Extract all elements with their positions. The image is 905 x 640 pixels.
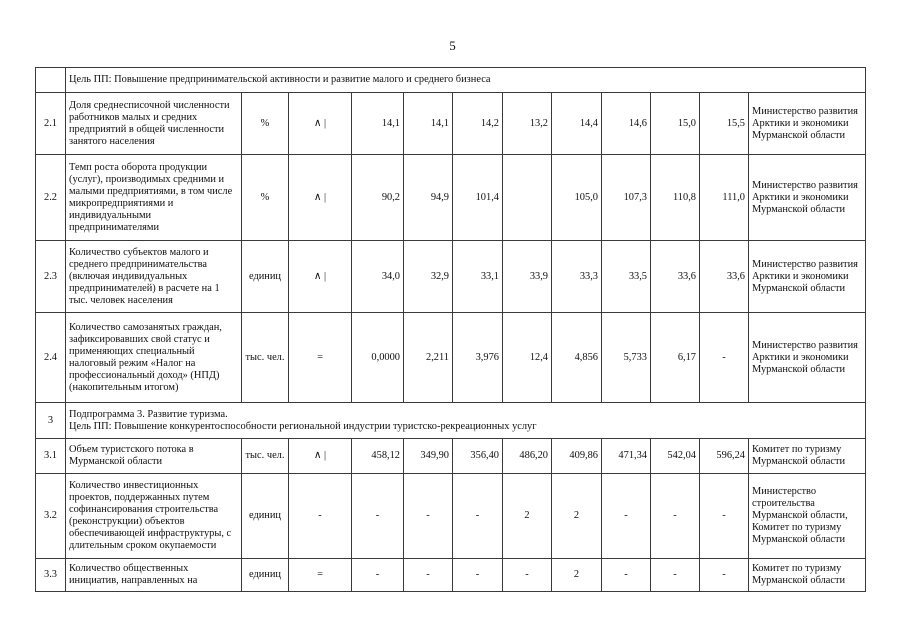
value-cell: 14,1 (404, 93, 453, 155)
responsible-cell: Министерство развития Арктики и экономики Мурманской области (749, 313, 866, 403)
row-number: 2.1 (36, 93, 66, 155)
value-cell: 14,4 (552, 93, 602, 155)
responsible-cell: Министерство строительства Мурманской области, Комитет по туризму Мурманской области (749, 474, 866, 559)
value-cell: 15,0 (651, 93, 700, 155)
row-number: 3.2 (36, 474, 66, 559)
table-row (36, 474, 866, 559)
subprogram-title: Подпрограмма 3. Развитие туризма. (69, 408, 228, 420)
value-cell: 349,90 (404, 439, 453, 474)
indicator-name: Количество субъектов малого и среднего предпринимательства (включая индивидуальных предпринимателей) в расчете на 1 тыс. человек населения (66, 241, 242, 313)
goal-row (36, 68, 866, 93)
value-cell: 458,12 (352, 439, 404, 474)
subprogram-cell (66, 403, 866, 439)
value-cell: 596,24 (700, 439, 749, 474)
value-cell: - (602, 559, 651, 592)
unit-cell: тыс. чел. (242, 439, 289, 474)
trend-cell: ∧ | (289, 93, 352, 155)
responsible-cell: Комитет по туризму Мурманской области (749, 559, 866, 592)
indicator-name: Количество самозанятых граждан, зафиксировавших свой статус и применяющих специальный налоговый режим «Налог на профессиональный доход» (НПД) (накопительным итогом) (66, 313, 242, 403)
goal-text: Цель ПП: Повышение предпринимательской активности и развитие малого и среднего бизнеса (66, 68, 866, 93)
table-row (36, 155, 866, 241)
value-cell: - (651, 474, 700, 559)
value-cell: 4,856 (552, 313, 602, 403)
unit-cell: тыс. чел. (242, 313, 289, 403)
value-cell: 33,6 (651, 241, 700, 313)
value-cell: 32,9 (404, 241, 453, 313)
value-cell: - (503, 559, 552, 592)
unit-cell: единиц (242, 559, 289, 592)
row-number: 2.4 (36, 313, 66, 403)
value-cell: 3,976 (453, 313, 503, 403)
value-cell: - (651, 559, 700, 592)
unit-cell: % (242, 155, 289, 241)
value-cell: - (352, 474, 404, 559)
value-cell: 111,0 (700, 155, 749, 241)
page-number: 5 (449, 38, 456, 53)
indicator-name: Количество общественных инициатив, направленных на (66, 559, 242, 592)
value-cell: 14,1 (352, 93, 404, 155)
value-cell: - (453, 474, 503, 559)
value-cell: 409,86 (552, 439, 602, 474)
value-cell: 13,2 (503, 93, 552, 155)
row-number: 3.3 (36, 559, 66, 592)
responsible-cell: Министерство развития Арктики и экономики Мурманской области (749, 93, 866, 155)
value-cell: 486,20 (503, 439, 552, 474)
value-cell: 5,733 (602, 313, 651, 403)
value-cell: 33,9 (503, 241, 552, 313)
value-cell: 542,04 (651, 439, 700, 474)
trend-cell: ∧ | (289, 241, 352, 313)
table-row (36, 93, 866, 155)
row-number: 3.1 (36, 439, 66, 474)
value-cell: 101,4 (453, 155, 503, 241)
value-cell: 33,5 (602, 241, 651, 313)
table-row (36, 241, 866, 313)
subprogram-goal: Цель ПП: Повышение конкурентоспособности региональной индустрии туристско-рекреационных услуг (69, 420, 537, 432)
value-cell: - (700, 474, 749, 559)
value-cell: - (700, 559, 749, 592)
value-cell: 2 (503, 474, 552, 559)
unit-cell: единиц (242, 474, 289, 559)
value-cell: 471,34 (602, 439, 651, 474)
trend-cell: - (289, 474, 352, 559)
unit-cell: единиц (242, 241, 289, 313)
indicator-name: Доля среднесписочной численности работников малых и средних предприятий в общей численности занятого населения (66, 93, 242, 155)
trend-cell: = (289, 313, 352, 403)
value-cell: 0,0000 (352, 313, 404, 403)
value-cell: 33,1 (453, 241, 503, 313)
value-cell: 2 (552, 474, 602, 559)
table-body (36, 68, 866, 592)
responsible-cell: Комитет по туризму Мурманской области (749, 439, 866, 474)
indicator-name: Количество инвестиционных проектов, поддержанных путем софинансирования строительства (реконструкции) объектов обеспечивающей инфраструктуры, с длительным сроком окупаемости (66, 474, 242, 559)
value-cell: 14,6 (602, 93, 651, 155)
row-number: 2.2 (36, 155, 66, 241)
value-cell: 33,6 (700, 241, 749, 313)
value-cell: 12,4 (503, 313, 552, 403)
value-cell: - (453, 559, 503, 592)
value-cell: 110,8 (651, 155, 700, 241)
row-number: 3 (36, 403, 66, 439)
value-cell: 6,17 (651, 313, 700, 403)
value-cell: 2 (552, 559, 602, 592)
trend-cell: = (289, 559, 352, 592)
value-cell: 356,40 (453, 439, 503, 474)
value-cell: 2,211 (404, 313, 453, 403)
trend-cell: ∧ | (289, 439, 352, 474)
value-cell: - (352, 559, 404, 592)
unit-cell: % (242, 93, 289, 155)
subprogram-row (36, 403, 866, 439)
value-cell (503, 155, 552, 241)
value-cell: 33,3 (552, 241, 602, 313)
value-cell: 94,9 (404, 155, 453, 241)
value-cell: - (602, 474, 651, 559)
value-cell: 15,5 (700, 93, 749, 155)
responsible-cell: Министерство развития Арктики и экономики Мурманской области (749, 241, 866, 313)
responsible-cell: Министерство развития Арктики и экономики Мурманской области (749, 155, 866, 241)
table-row (36, 313, 866, 403)
indicators-table (35, 67, 866, 592)
value-cell: - (404, 474, 453, 559)
value-cell: - (404, 559, 453, 592)
value-cell: 107,3 (602, 155, 651, 241)
value-cell: 90,2 (352, 155, 404, 241)
indicator-name: Объем туристского потока в Мурманской области (66, 439, 242, 474)
value-cell: 14,2 (453, 93, 503, 155)
indicator-name: Темп роста оборота продукции (услуг), производимых средними и малыми предприятиями, в том числе микропредприятиями и индивидуальными предпринимателями (66, 155, 242, 241)
row-number-cell (36, 68, 66, 93)
value-cell: 105,0 (552, 155, 602, 241)
row-number: 2.3 (36, 241, 66, 313)
value-cell: 34,0 (352, 241, 404, 313)
table-row (36, 559, 866, 592)
table-row (36, 439, 866, 474)
trend-cell: ∧ | (289, 155, 352, 241)
value-cell: - (700, 313, 749, 403)
